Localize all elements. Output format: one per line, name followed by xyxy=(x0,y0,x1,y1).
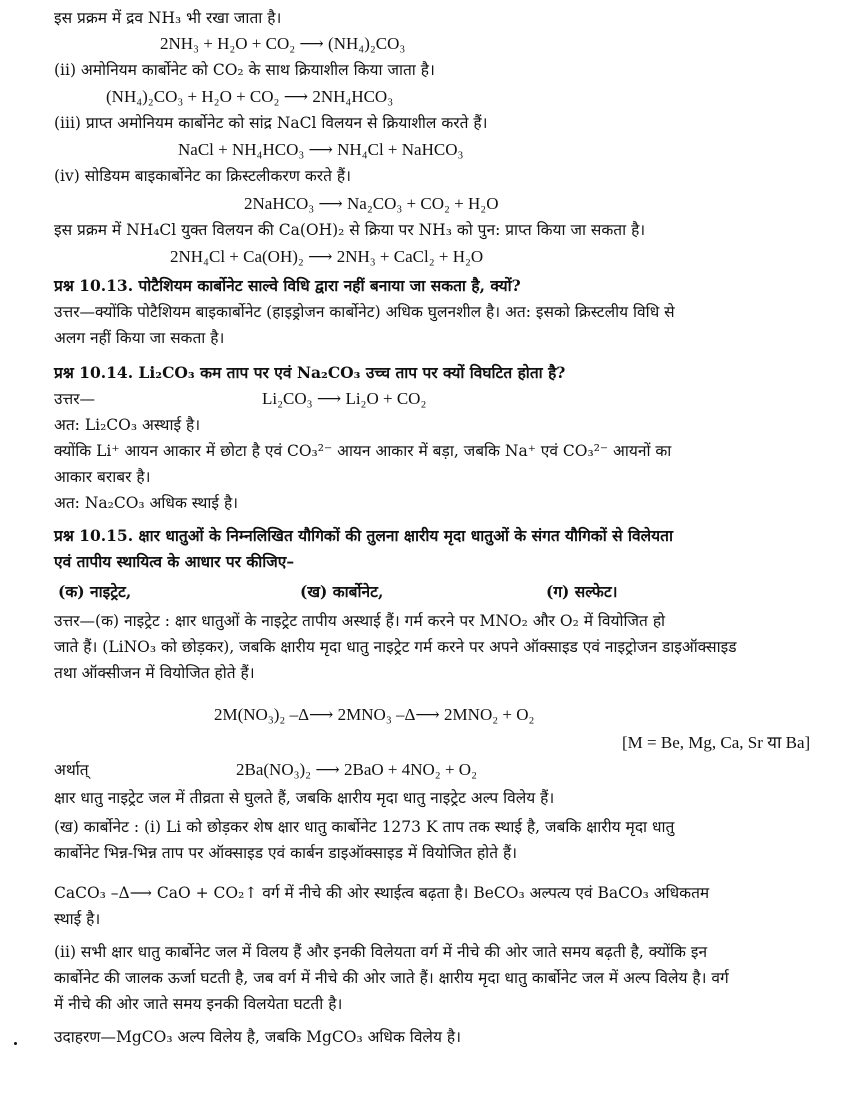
option-a: (क) नाइट्रेट, xyxy=(58,582,132,601)
question-heading: प्रश्न 10.13. पोटैशियम कार्बोनेट साल्वे विधि द्वारा नहीं बनाया जा सकता है, क्यों? xyxy=(54,276,521,295)
answer-text: तथा ऑक्सीजन में वियोजित होते हैं। xyxy=(54,664,255,682)
text-line: में नीचे की ओर जाते समय इनकी विलयेता घटती है। xyxy=(54,995,343,1013)
chemical-equation: NaCl + NH₄HCO₃ ⟶ NH₄Cl + NaHCO₃ xyxy=(178,140,464,159)
text-line: कार्बोनेट भिन्न-भिन्न ताप पर ऑक्साइड एवं कार्बन डाइऑक्साइड में वियोजित होते हैं। xyxy=(54,844,518,862)
text-line: क्योंकि Li⁺ आयन आकार में छोटा है एवं CO₃²⁻ आयन आकार में बड़ा, जबकि Na⁺ एवं CO₃²⁻ आयनों का xyxy=(54,442,672,460)
text-line: कार्बोनेट की जालक ऊर्जा घटती है, जब वर्ग में नीचे की ओर जाते हैं। क्षारीय मृदा धातु कार्बोनेट जल में अल्प विलेय है। वर्ग xyxy=(54,969,729,987)
text-line: स्थाई है। xyxy=(54,910,101,928)
text-line: इस प्रक्रम में NH₄Cl युक्त विलयन की Ca(OH)₂ से क्रिया पर NH₃ को पुन: प्राप्त किया जा सकता है। xyxy=(54,221,646,239)
text-line: क्षार धातु नाइट्रेट जल में तीव्रता से घुलते हैं, जबकि क्षारीय मृदा धातु नाइट्रेट अल्प विलेय हैं। xyxy=(54,789,555,807)
question-heading: प्रश्न 10.15. क्षार धातुओं के निम्नलिखित यौगिकों की तुलना क्षारीय मृदा धातुओं के संगत यौगिकों से विलेयता xyxy=(54,526,673,545)
chemical-equation: (NH₄)₂CO₃ + H₂O + CO₂ ⟶ 2NH₄HCO₃ xyxy=(106,87,394,106)
text-line: आकार बराबर है। xyxy=(54,468,151,486)
answer-text: जाते हैं। (LiNO₃ को छोड़कर), जबकि क्षारीय मृदा धातु नाइट्रेट गर्म करने पर अपने ऑक्साइड एवं नाइट्रोजन डाइऑक्साइड xyxy=(54,638,737,656)
text-line: (ii) अमोनियम कार्बोनेट को CO₂ के साथ क्रियाशील किया जाता है। xyxy=(54,61,435,79)
chemical-equation: 2M(NO₃)₂ –Δ⟶ 2MNO₃ –Δ⟶ 2MNO₂ + O₂ xyxy=(214,705,535,724)
chemical-equation: 2NH₃ + H₂O + CO₂ ⟶ (NH₄)₂CO₃ xyxy=(160,34,406,53)
text-line: (ii) सभी क्षार धातु कार्बोनेट जल में विलय हैं और इनकी विलेयता वर्ग में नीचे की ओर जाते समय बढ़ती है, क्योंकि इन xyxy=(54,943,708,961)
text-line: CaCO₃ –Δ⟶ CaO + CO₂↑ वर्ग में नीचे की ओर स्थाईत्व बढ़ता है। BeCO₃ अल्पत्य एवं BaCO₃ अधिकतम xyxy=(54,884,710,902)
option-c: (ग) सल्फेट। xyxy=(546,582,618,601)
text-line: उदाहरण—MgCO₃ अल्प विलेय है, जबकि MgCO₃ अधिक विलेय है। xyxy=(54,1028,461,1046)
chemical-equation: Li₂CO₃ ⟶ Li₂O + CO₂ xyxy=(262,389,427,408)
text-line: (ख) कार्बोनेट : (i) Li को छोड़कर शेष क्षार धातु कार्बोनेट 1273 K ताप तक स्थाई है, जबकि क्षारीय मृदा धातु xyxy=(54,818,675,836)
answer-label: उत्तर— xyxy=(54,390,96,408)
question-heading: प्रश्न 10.14. Li₂CO₃ कम ताप पर एवं Na₂CO₃ उच्च ताप पर क्यों विघटित होता है? xyxy=(54,363,566,382)
text-line: (iii) प्राप्त अमोनियम कार्बोनेट को सांद्र NaCl विलयन से क्रियाशील करते हैं। xyxy=(54,114,488,132)
answer-text: उत्तर—(क) नाइट्रेट : क्षार धातुओं के नाइट्रेट तापीय अस्थाई हैं। गर्म करने पर MNO₂ और O₂ में वियोजित हो xyxy=(54,612,666,630)
chemical-equation: 2Ba(NO₃)₂ ⟶ 2BaO + 4NO₂ + O₂ xyxy=(236,760,478,779)
bracket-note: [M = Be, Mg, Ca, Sr या Ba] xyxy=(622,733,811,752)
question-heading: एवं तापीय स्थायित्व के आधार पर कीजिए– xyxy=(54,552,295,571)
chemical-equation: 2NH₄Cl + Ca(OH)₂ ⟶ 2NH₃ + CaCl₂ + H₂O xyxy=(170,247,484,266)
text-line: अत: Na₂CO₃ अधिक स्थाई है। xyxy=(54,494,239,512)
option-b: (ख) कार्बोनेट, xyxy=(300,582,384,601)
chemical-equation: 2NaHCO₃ ⟶ Na₂CO₃ + CO₂ + H₂O xyxy=(244,194,499,213)
text-line: इस प्रक्रम में द्रव NH₃ भी रखा जाता है। xyxy=(54,9,282,27)
stray-dot xyxy=(14,1042,17,1045)
text-line: (iv) सोडियम बाइकार्बोनेट का क्रिस्टलीकरण करते हैं। xyxy=(54,167,351,185)
answer-text: उत्तर—क्योंकि पोटैशियम बाइकार्बोनेट (हाइड्रोजन कार्बोनेट) अधिक घुलनशील है। अत: इसको क्रिस्टलीय विधि से xyxy=(54,303,675,321)
answer-text: अलग नहीं किया जा सकता है। xyxy=(54,329,225,347)
text-line: अत: Li₂CO₃ अस्थाई है। xyxy=(54,416,201,434)
text-line: अर्थात् xyxy=(54,761,89,779)
